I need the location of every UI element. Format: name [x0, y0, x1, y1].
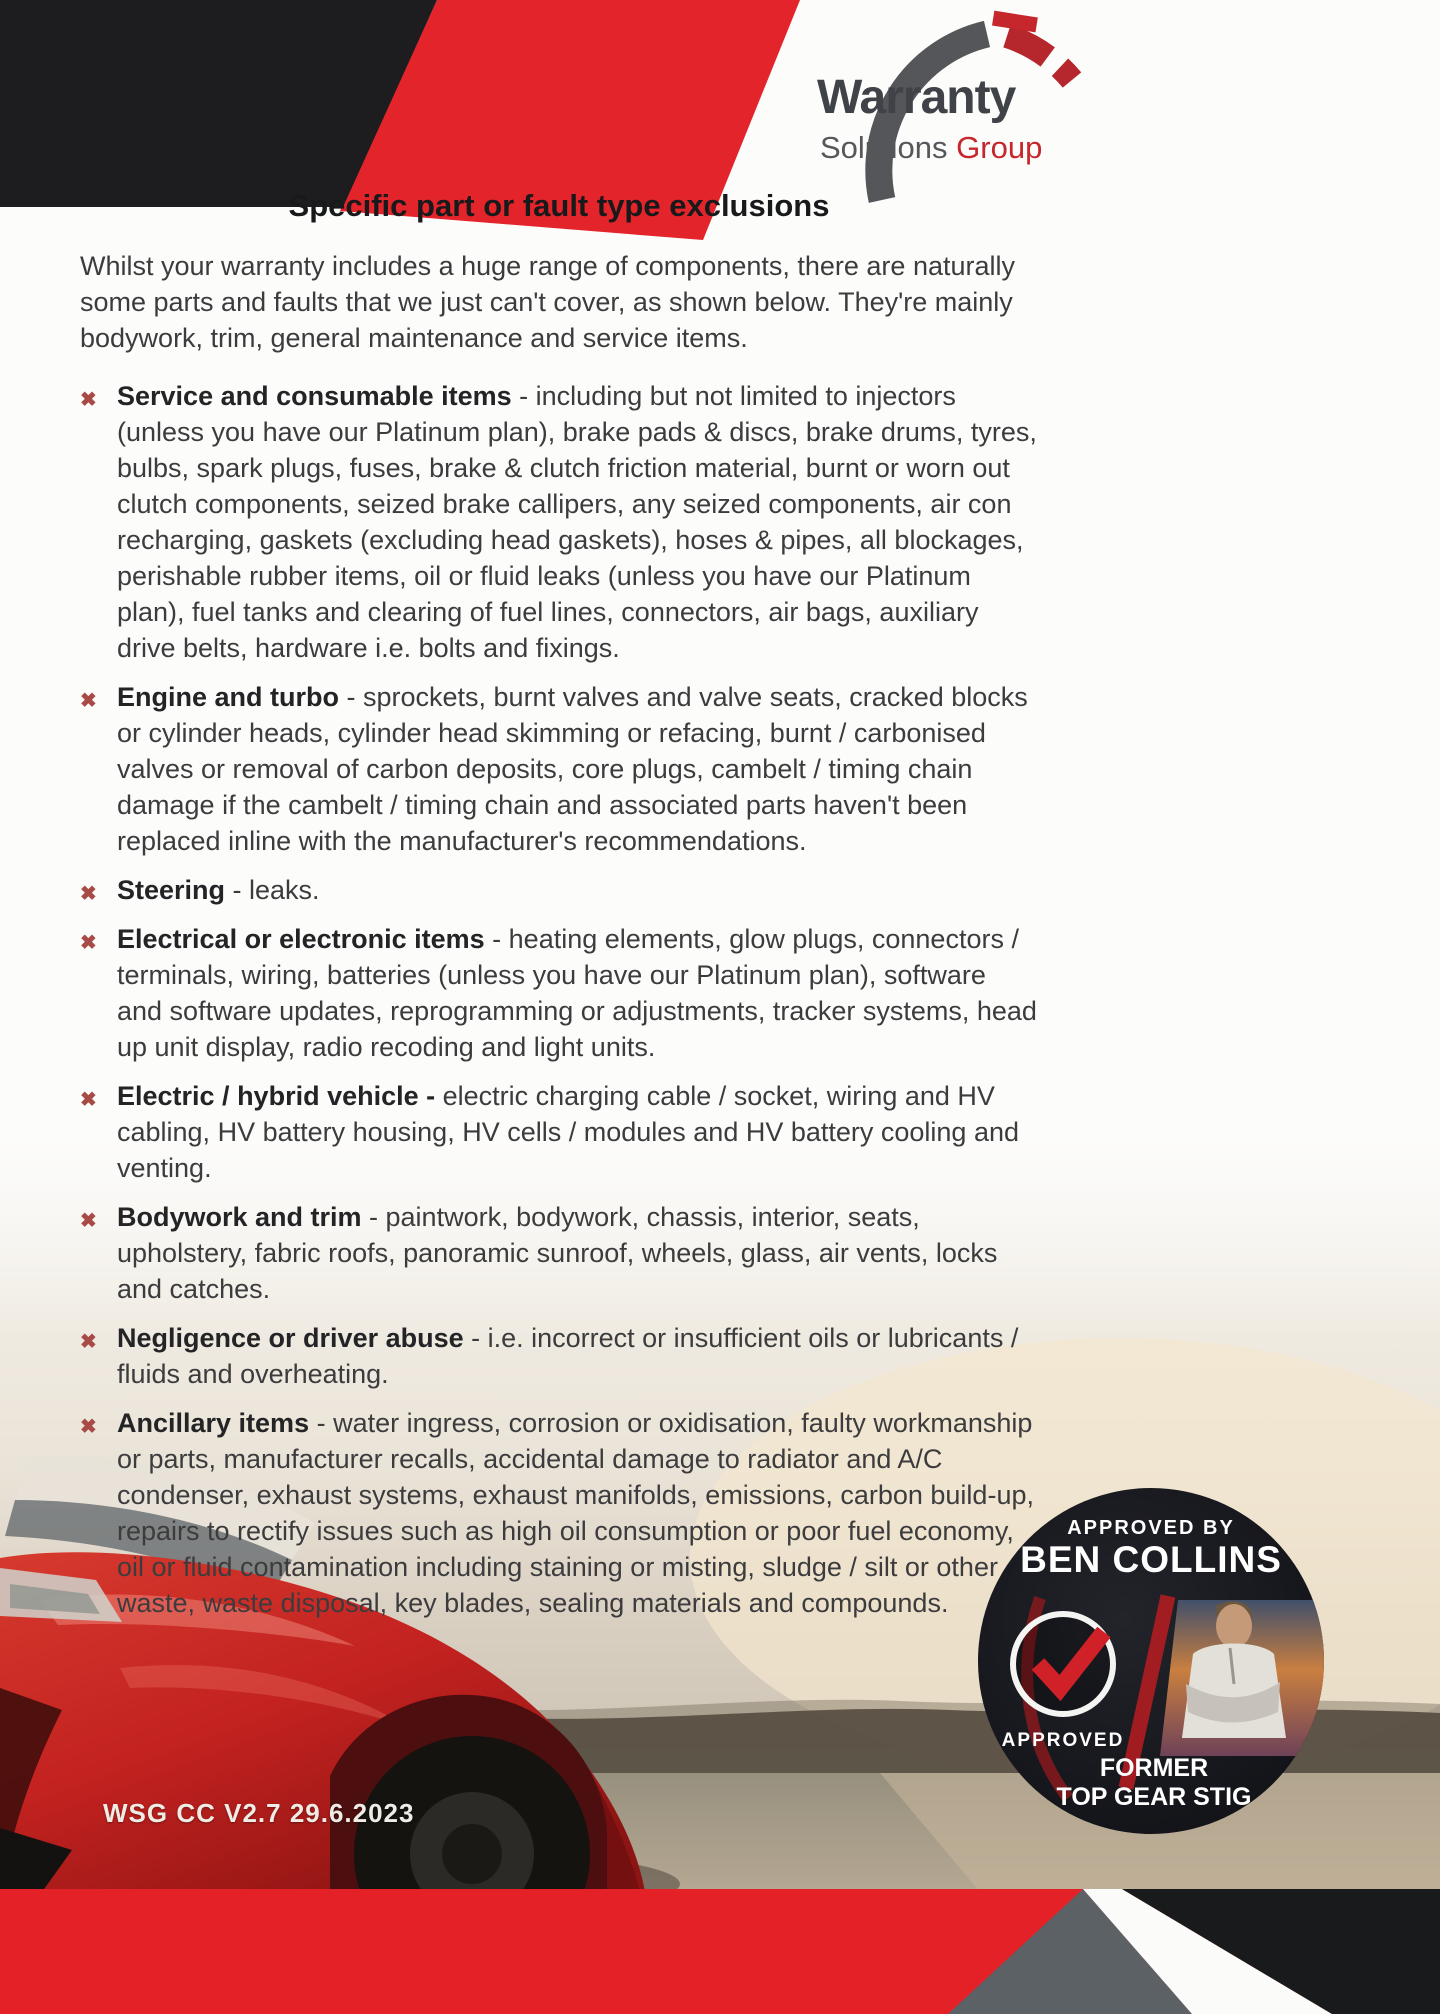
logo-solutions-text: Solutions	[820, 130, 948, 165]
badge-approved-by-text: APPROVED BY	[1067, 1517, 1235, 1539]
exclusion-text: - water ingress, corrosion or oxidisation, faulty workmanship or parts, manufacturer recalls, accidental damage to radiator and A/C condenser, exhaust systems, exhaust manifolds, emissions, carbon build-up, repairs to rectify issues such as high oil consumption or poor fuel economy, oil or fluid contamination including staining or misting, sludge / silt or other waste, waste disposal, key blades, sealing materials and compounds.	[117, 1408, 1034, 1618]
logo-wordmark: Warranty	[817, 71, 1016, 124]
red-cross-icon: ✖	[80, 1089, 97, 1111]
exclusion-label: Steering	[117, 875, 226, 905]
logo-subtitle	[820, 130, 1042, 166]
exclusion-text: - i.e. incorrect or insufficient oils or lubricants / fluids and overheating.	[117, 1323, 1019, 1389]
red-cross-icon: ✖	[80, 389, 97, 411]
exclusion-text: - leaks.	[225, 875, 320, 905]
exclusion-text: - including but not limited to injectors (unless you have our Platinum plan), brake pads & discs, brake drums, tyres, bulbs, spark plugs, fuses, brake & clutch friction material, burnt or worn out clutch components, seized brake callipers, any seized components, air con recharging, gaskets (excluding head gaskets), hoses & pipes, all blockages, perishable rubber items, oil or fluid leaks (unless you have our Platinum plan), fuel tanks and clearing of fuel lines, connectors, air bags, auxiliary drive belts, hardware i.e. bolts and fixings.	[117, 381, 1037, 663]
exclusion-text: - heating elements, glow plugs, connectors / terminals, wiring, batteries (unless you have our Platinum plan), software and software updates, reprogramming or adjustments, tracker systems, head up unit display, radio recoding and light units.	[117, 924, 1037, 1062]
document-version-text: WSG CC V2.7 29.6.2023	[103, 1798, 415, 1828]
content-column	[80, 188, 1038, 1634]
badge-role-text: TOP GEAR STIG	[1056, 1783, 1252, 1811]
exclusion-label: Service and consumable items	[117, 381, 512, 411]
intro-paragraph: Whilst your warranty includes a huge range of components, there are naturally some parts and faults that we just can't cover, as shown below. They're mainly bodywork, trim, general maintenance and service items.	[80, 251, 1015, 353]
exclusion-label: Negligence or driver abuse	[117, 1323, 464, 1353]
exclusion-label: Bodywork and trim	[117, 1202, 362, 1232]
exclusion-item	[80, 921, 1038, 1065]
red-cross-icon: ✖	[80, 1331, 97, 1353]
exclusion-text: electric charging cable / socket, wiring and HV cabling, HV battery housing, HV cells / modules and HV battery cooling and venting.	[117, 1081, 1019, 1183]
exclusion-text: - sprockets, burnt valves and valve seats, cracked blocks or cylinder heads, cylinder head skimming or refacing, burnt / carbonised valves or removal of carbon deposits, core plugs, cambelt / timing chain damage if the cambelt / timing chain and associated parts haven't been replaced inline with the manufacturer's recommendations.	[117, 682, 1028, 856]
red-cross-icon: ✖	[80, 932, 97, 954]
badge-name-text: BEN COLLINS	[1020, 1539, 1282, 1580]
exclusion-item	[80, 872, 1038, 908]
badge-approved-text: APPROVED	[1001, 1730, 1125, 1751]
red-cross-icon: ✖	[80, 690, 97, 712]
exclusion-label: Electric / hybrid vehicle -	[117, 1081, 436, 1111]
exclusion-text: - paintwork, bodywork, chassis, interior, seats, upholstery, fabric roofs, panoramic sunroof, wheels, glass, air vents, locks and catches.	[117, 1202, 998, 1304]
exclusion-label: Ancillary items	[117, 1408, 310, 1438]
red-cross-icon: ✖	[80, 883, 97, 905]
exclusion-label: Engine and turbo	[117, 682, 339, 712]
corner-decoration-bottom	[0, 1889, 1440, 2014]
page-title: Specific part or fault type exclusions	[288, 188, 830, 223]
badge-former-text: FORMER	[1099, 1754, 1209, 1782]
exclusion-item	[80, 1320, 1038, 1392]
warranty-solutions-group-logo	[735, 10, 1085, 205]
exclusion-item	[80, 378, 1038, 666]
exclusion-item	[80, 1405, 1038, 1621]
exclusion-item	[80, 1078, 1038, 1186]
exclusion-item	[80, 679, 1038, 859]
red-cross-icon: ✖	[80, 1210, 97, 1232]
red-cross-icon: ✖	[80, 1416, 97, 1438]
exclusion-item	[80, 1199, 1038, 1307]
logo-group-text: Group	[956, 130, 1043, 165]
exclusions-list	[80, 378, 1038, 1621]
exclusion-label: Electrical or electronic items	[117, 924, 485, 954]
